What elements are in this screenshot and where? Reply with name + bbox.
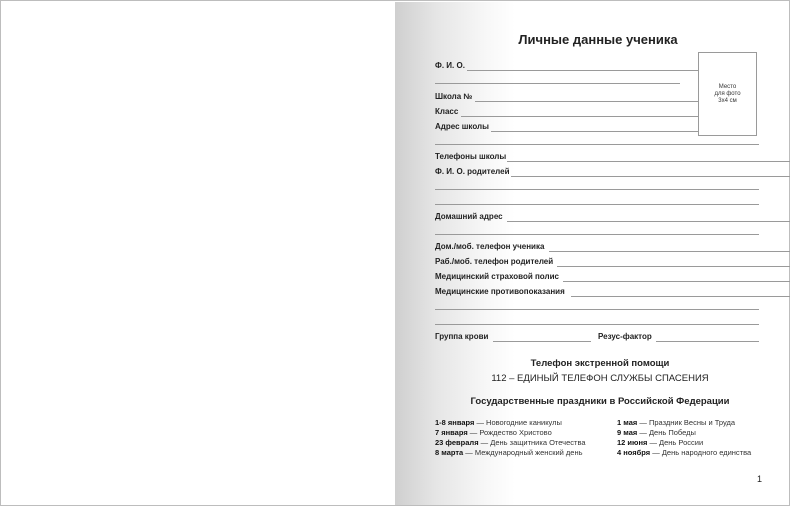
holiday-item xyxy=(435,438,586,447)
holiday-separator: — xyxy=(474,418,487,427)
holiday-separator: — xyxy=(647,438,660,447)
holiday-item xyxy=(617,448,751,457)
field-school xyxy=(435,92,472,104)
field-insurance-label: Медицинский страховой полис xyxy=(435,272,559,281)
field-fio xyxy=(435,61,465,73)
field-school-address-line[interactable] xyxy=(491,131,720,132)
holiday-separator: — xyxy=(637,418,649,427)
field-school-address xyxy=(435,122,489,134)
holiday-name: Новогодние каникулы xyxy=(486,418,562,427)
field-parents-phone-line[interactable] xyxy=(557,266,790,267)
holiday-name: Праздник Весны и Труда xyxy=(648,418,736,427)
holiday-date: 9 мая xyxy=(617,428,638,437)
holidays-title: Государственные праздники в Российской Федерации xyxy=(470,396,730,407)
emergency-text: 112 – ЕДИНЫЙ ТЕЛЕФОН СЛУЖБЫ СПАСЕНИЯ xyxy=(491,373,709,384)
holiday-date: 12 июня xyxy=(617,438,648,447)
photo-label-line3: 3х4 см xyxy=(718,98,737,104)
holiday-item xyxy=(435,418,562,427)
fio-extra-line[interactable] xyxy=(435,83,680,84)
holiday-name: Рождество Христово xyxy=(479,428,552,437)
field-blood-group-line[interactable] xyxy=(493,341,591,342)
holiday-separator: — xyxy=(650,448,662,457)
photo-label-line1: Место xyxy=(718,84,737,90)
field-parents-phone-label: Раб./моб. телефон родителей xyxy=(435,257,554,266)
school-address-extra-line[interactable] xyxy=(435,144,759,145)
field-rh-factor-line[interactable] xyxy=(656,341,759,342)
field-parents-fio xyxy=(435,167,510,179)
field-class-label: Класс xyxy=(435,107,459,116)
holiday-separator: — xyxy=(463,448,475,457)
left-page xyxy=(2,2,395,505)
holiday-item xyxy=(435,428,552,437)
contraindications-extra-line-2[interactable] xyxy=(435,324,759,325)
field-school-phones xyxy=(435,152,506,164)
field-fio-label: Ф. И. О. xyxy=(435,61,465,70)
photo-placeholder xyxy=(698,52,757,136)
field-insurance xyxy=(435,272,559,284)
holiday-item xyxy=(435,448,583,457)
field-school-address-label: Адрес школы xyxy=(435,122,489,131)
holiday-date: 1-8 января xyxy=(435,418,475,427)
field-parents-fio-line[interactable] xyxy=(511,176,790,177)
holiday-name: День народного единства xyxy=(661,448,752,457)
holiday-name: Международный женский день xyxy=(474,448,583,457)
parents-extra-line-2[interactable] xyxy=(435,204,759,205)
field-blood-group-label: Группа крови xyxy=(435,332,489,341)
field-contraindications-line[interactable] xyxy=(571,296,790,297)
field-insurance-line[interactable] xyxy=(563,281,790,282)
field-parents-phone xyxy=(435,257,553,269)
holiday-item xyxy=(617,438,703,447)
emergency-title: Телефон экстренной помощи xyxy=(530,358,670,369)
field-home-address xyxy=(435,212,503,224)
holiday-item xyxy=(617,418,735,427)
contraindications-extra-line-1[interactable] xyxy=(435,309,759,310)
field-class-line[interactable] xyxy=(461,116,720,117)
field-school-line[interactable] xyxy=(475,101,720,102)
page-title: Личные данные ученика xyxy=(518,32,678,47)
holiday-date: 7 января xyxy=(435,428,468,437)
holiday-separator: — xyxy=(637,428,649,437)
field-fio-line[interactable] xyxy=(467,70,720,71)
field-rh-factor xyxy=(598,332,652,344)
holiday-separator: — xyxy=(478,438,491,447)
holiday-date: 4 ноября xyxy=(617,448,651,457)
field-student-phone-label: Дом./моб. телефон ученика xyxy=(435,242,545,251)
field-school-label: Школа № xyxy=(435,92,473,101)
holiday-name: День защитника Отечества xyxy=(490,438,586,447)
holiday-name: День России xyxy=(659,438,704,447)
home-address-extra-line[interactable] xyxy=(435,234,759,235)
holiday-name: День Победы xyxy=(648,428,696,437)
photo-label-line2: для фото xyxy=(714,91,741,97)
page-number: 1 xyxy=(757,474,763,484)
holiday-item xyxy=(617,428,696,437)
field-rh-factor-label: Резус-фактор xyxy=(598,332,652,341)
holiday-separator: — xyxy=(467,428,480,437)
field-blood-group xyxy=(435,332,488,344)
right-page xyxy=(395,2,789,505)
field-home-address-label: Домашний адрес xyxy=(435,212,503,221)
field-contraindications-label: Медицинские противопоказания xyxy=(435,287,565,296)
field-student-phone xyxy=(435,242,544,254)
field-student-phone-line[interactable] xyxy=(549,251,790,252)
field-school-phones-label: Телефоны школы xyxy=(435,152,507,161)
field-home-address-line[interactable] xyxy=(507,221,790,222)
field-parents-fio-label: Ф. И. О. родителей xyxy=(435,167,510,176)
holiday-date: 8 марта xyxy=(435,448,464,457)
field-school-phones-line[interactable] xyxy=(507,161,790,162)
holiday-date: 23 февраля xyxy=(435,438,479,447)
field-contraindications xyxy=(435,287,565,299)
field-class xyxy=(435,107,458,119)
holiday-date: 1 мая xyxy=(617,418,638,427)
parents-extra-line-1[interactable] xyxy=(435,189,759,190)
